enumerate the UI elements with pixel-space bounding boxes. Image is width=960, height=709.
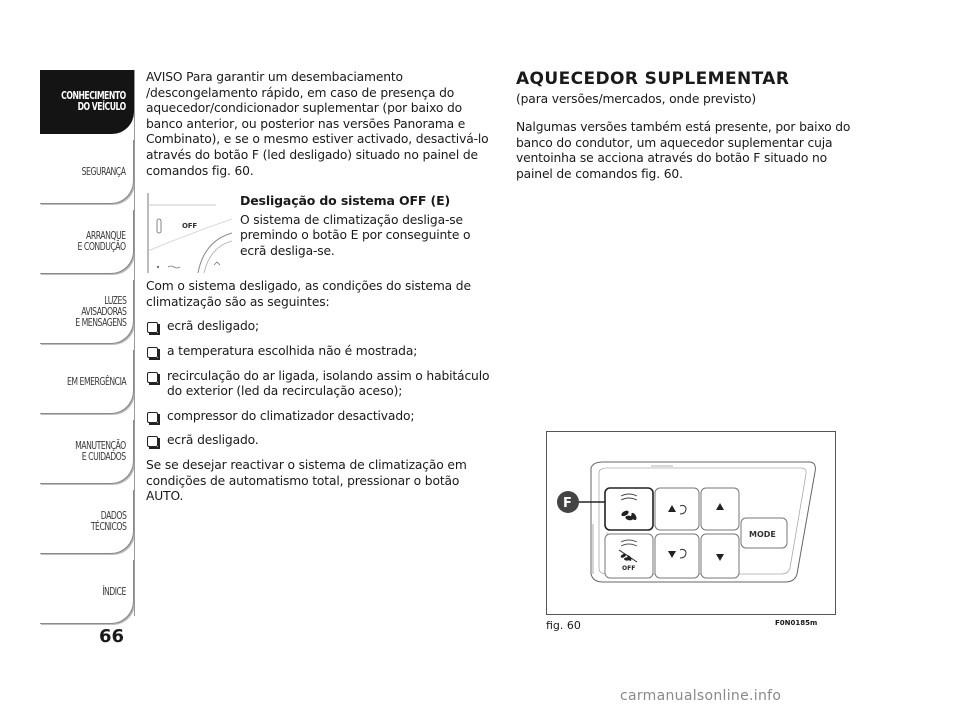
chapter-tabs bbox=[40, 70, 134, 630]
tab-label: ÍNDICE bbox=[102, 585, 126, 598]
tab-luzes-avisadoras[interactable] bbox=[40, 280, 134, 344]
list-item-text: ecrã desligado. bbox=[167, 433, 259, 448]
control-panel-illustration bbox=[547, 432, 837, 616]
off-label: OFF bbox=[622, 565, 636, 572]
figure-code: F0N0185m bbox=[775, 619, 818, 627]
tab-label: CONHECIMENTO DO VEÍCULO bbox=[61, 90, 126, 113]
tab-em-emergencia[interactable] bbox=[40, 350, 134, 414]
tab-label: ARRANQUE E CONDUÇÃO bbox=[77, 230, 126, 253]
mode-label: MODE bbox=[749, 530, 776, 539]
off-label: OFF bbox=[182, 222, 198, 231]
list-item-text: ecrã desligado; bbox=[167, 319, 260, 334]
tab-label: MANUTENÇÃO E CUIDADOS bbox=[75, 440, 126, 463]
list-item bbox=[146, 409, 496, 425]
list-item-text: a temperatura escolhida não é mostrada; bbox=[167, 343, 418, 358]
checkbox-bullet-icon bbox=[147, 372, 158, 383]
tab-label: EM EMERGÊNCIA bbox=[66, 375, 126, 388]
list-item bbox=[146, 433, 496, 449]
off-section bbox=[146, 193, 496, 273]
list-item bbox=[146, 369, 496, 400]
tab-seguranca[interactable] bbox=[40, 140, 134, 204]
list-item-text: recirculação do ar ligada, isolando assim o habitáculo do exterior (led da recirculação aceso); bbox=[167, 368, 490, 399]
list-item bbox=[146, 344, 496, 360]
warning-paragraph: AVISO Para garantir um desembaciamento /descongelamento rápido, em caso de presença do aquecedor/condicionador suplementar (por baixo do banco anterior, ou posterior nas versões Panorama e Combinato), e se o mesmo estiver activado, desactivá-lo através do botão F (led desligado) situado no painel de comandos fig. 60. bbox=[146, 70, 489, 178]
tab-manutencao-e-cuidados[interactable] bbox=[40, 420, 134, 484]
section-body: Nalgumas versões também está presente, por baixo do banco do condutor, um aquecedor suplementar cuja ventoinha se acciona através do botão F situado no painel de comandos fig. 60. bbox=[516, 120, 851, 181]
tab-dados-tecnicos[interactable] bbox=[40, 490, 134, 554]
checkbox-bullet-icon bbox=[147, 322, 158, 333]
section-body-off: O sistema de climatização desliga-se premindo o botão E por conseguinte o ecrã desliga-se. bbox=[240, 212, 471, 258]
tab-label: SEGURANÇA bbox=[82, 165, 126, 178]
right-column bbox=[516, 70, 866, 192]
off-button-inset-image bbox=[146, 193, 232, 273]
tab-indice[interactable] bbox=[40, 560, 134, 624]
callout-f-label: F bbox=[563, 496, 572, 511]
section-heading: AQUECEDOR SUPLEMENTAR bbox=[516, 69, 790, 89]
conditions-intro: Com o sistema desligado, as condições do sistema de climatização são as seguintes: bbox=[146, 279, 471, 309]
list-item-text: compressor do climatizador desactivado; bbox=[167, 408, 415, 423]
section-title-off: Desligação do sistema OFF (E) bbox=[240, 193, 451, 209]
column-divider bbox=[134, 70, 135, 616]
conditions-list bbox=[146, 319, 496, 449]
checkbox-bullet-icon bbox=[147, 347, 158, 358]
page-number: 66 bbox=[99, 626, 125, 647]
list-item bbox=[146, 319, 496, 335]
tab-label: LUZES AVISADORAS E MENSAGENS bbox=[74, 294, 126, 329]
figure-60 bbox=[546, 431, 836, 615]
watermark: carmanualsonline.info bbox=[620, 688, 782, 704]
section-subtitle: (para versões/mercados, onde previsto) bbox=[516, 91, 757, 106]
tab-conhecimento-do-veiculo[interactable] bbox=[40, 70, 134, 134]
checkbox-bullet-icon bbox=[147, 436, 158, 447]
checkbox-bullet-icon bbox=[147, 412, 158, 423]
figure-caption: fig. 60 bbox=[546, 619, 581, 632]
closing-paragraph: Se se desejar reactivar o sistema de climatização em condições de automatismo total, pressionar o botão AUTO. bbox=[146, 457, 467, 504]
off-section-text bbox=[240, 193, 496, 273]
tab-label: DADOS TÉCNICOS bbox=[90, 510, 126, 533]
tab-arranque-e-conducao[interactable] bbox=[40, 210, 134, 274]
left-column bbox=[146, 70, 496, 514]
